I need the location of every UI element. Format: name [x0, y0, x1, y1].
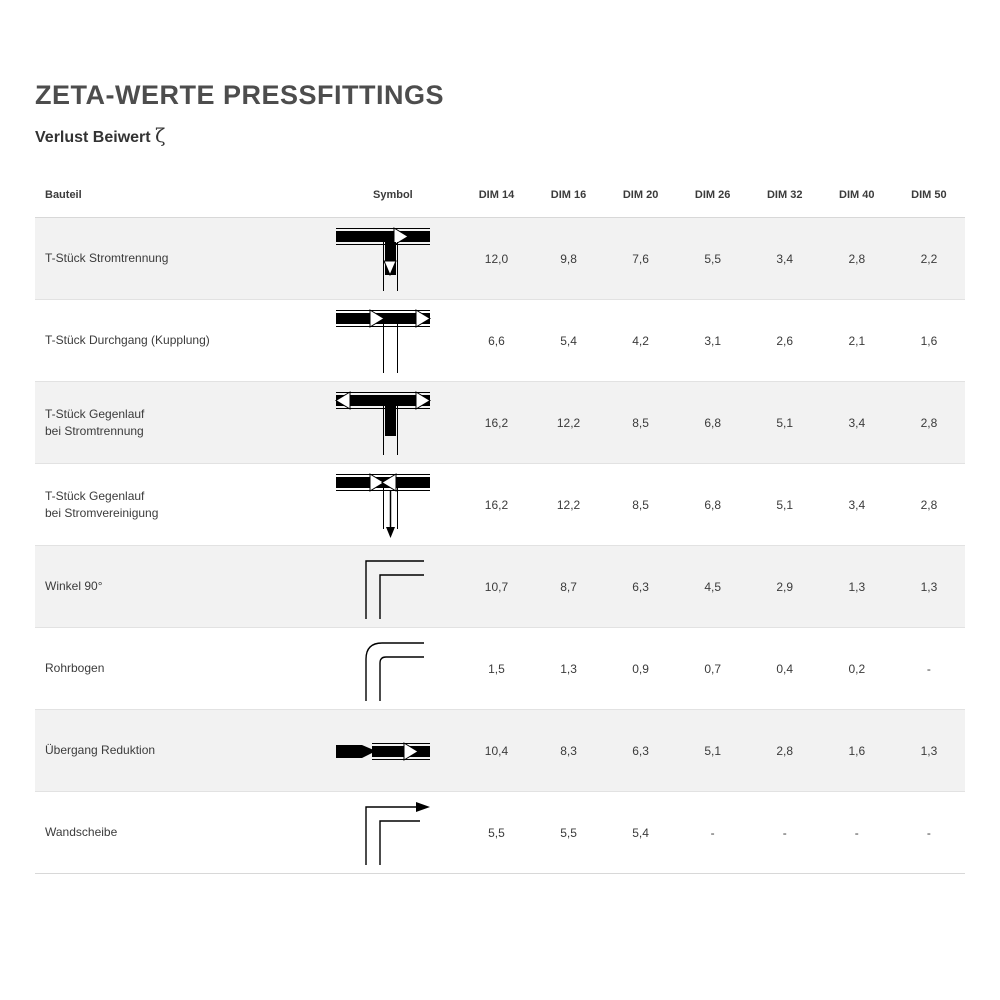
- table-header-row: [35, 175, 965, 218]
- row-value: 0,9: [605, 628, 677, 710]
- row-value: 2,8: [821, 218, 893, 300]
- wall-plate-icon: [325, 797, 460, 869]
- row-value: 2,8: [749, 710, 821, 792]
- row-value: 7,6: [605, 218, 677, 300]
- row-part-label: Wandscheibe: [35, 792, 325, 874]
- column-header-symbol: Symbol: [325, 175, 460, 218]
- row-part-label: Rohrbogen: [35, 628, 325, 710]
- column-header-dim50: DIM 50: [893, 175, 965, 218]
- row-value: 8,5: [605, 382, 677, 464]
- row-value: 0,2: [821, 628, 893, 710]
- zeta-values-table: [35, 175, 965, 874]
- row-value: 8,5: [605, 464, 677, 546]
- row-value: 2,6: [749, 300, 821, 382]
- row-value: 4,5: [677, 546, 749, 628]
- table-row: [35, 382, 965, 464]
- row-value: -: [893, 628, 965, 710]
- row-part-label: Übergang Reduktion: [35, 710, 325, 792]
- elbow-90-icon: [325, 551, 460, 623]
- row-value: 2,1: [821, 300, 893, 382]
- table-row: [35, 464, 965, 546]
- row-value: 6,3: [605, 710, 677, 792]
- row-symbol-cell: [325, 464, 460, 546]
- row-value: 2,2: [893, 218, 965, 300]
- table-row: [35, 628, 965, 710]
- row-value: 1,3: [821, 546, 893, 628]
- row-part-line-1: T-Stück Gegenlauf: [45, 407, 145, 422]
- row-value: 6,8: [677, 382, 749, 464]
- row-value: 10,4: [460, 710, 532, 792]
- table-row: [35, 710, 965, 792]
- row-value: 5,4: [533, 300, 605, 382]
- reducer-icon: [325, 715, 460, 787]
- row-symbol-cell: [325, 218, 460, 300]
- row-value: 4,2: [605, 300, 677, 382]
- table-row: [35, 792, 965, 874]
- row-value: 3,4: [821, 382, 893, 464]
- row-value: 1,3: [893, 546, 965, 628]
- row-value: 5,5: [460, 792, 532, 874]
- pipe-bend-icon: [325, 633, 460, 705]
- column-header-dim16: DIM 16: [533, 175, 605, 218]
- page-subtitle: [35, 125, 965, 147]
- row-value: 3,4: [749, 218, 821, 300]
- column-header-dim14: DIM 14: [460, 175, 532, 218]
- row-value: 5,5: [533, 792, 605, 874]
- row-symbol-cell: [325, 382, 460, 464]
- row-value: 8,7: [533, 546, 605, 628]
- row-value: 0,7: [677, 628, 749, 710]
- row-part-label: T-Stück Stromtrennung: [35, 218, 325, 300]
- column-header-dim26: DIM 26: [677, 175, 749, 218]
- row-part-label: [35, 464, 325, 546]
- row-part-label: [35, 382, 325, 464]
- tee-counterflow-split-icon: [325, 387, 460, 459]
- tee-straight-through-icon: [325, 305, 460, 377]
- row-value: 1,6: [893, 300, 965, 382]
- tee-flow-split-icon: [325, 223, 460, 295]
- table-row: [35, 546, 965, 628]
- row-value: 1,5: [460, 628, 532, 710]
- column-header-dim20: DIM 20: [605, 175, 677, 218]
- table-body: [35, 218, 965, 874]
- row-value: 16,2: [460, 464, 532, 546]
- row-value: 1,3: [893, 710, 965, 792]
- row-value: 3,1: [677, 300, 749, 382]
- row-value: 5,4: [605, 792, 677, 874]
- row-value: 5,1: [749, 382, 821, 464]
- row-value: 12,0: [460, 218, 532, 300]
- row-value: -: [677, 792, 749, 874]
- row-value: 8,3: [533, 710, 605, 792]
- column-header-dim40: DIM 40: [821, 175, 893, 218]
- row-value: 5,1: [749, 464, 821, 546]
- page-title: ZETA-WERTE PRESSFITTINGS: [35, 80, 444, 110]
- table-row: [35, 300, 965, 382]
- row-value: -: [821, 792, 893, 874]
- row-value: 2,8: [893, 382, 965, 464]
- row-symbol-cell: [325, 546, 460, 628]
- row-symbol-cell: [325, 792, 460, 874]
- row-value: 2,8: [893, 464, 965, 546]
- row-value: 6,6: [460, 300, 532, 382]
- row-value: 3,4: [821, 464, 893, 546]
- row-symbol-cell: [325, 628, 460, 710]
- row-value: 12,2: [533, 382, 605, 464]
- row-value: 10,7: [460, 546, 532, 628]
- row-value: -: [749, 792, 821, 874]
- table-header: [35, 175, 965, 218]
- row-value: 2,9: [749, 546, 821, 628]
- row-value: 0,4: [749, 628, 821, 710]
- row-value: 9,8: [533, 218, 605, 300]
- row-part-line-2: bei Stromvereinigung: [45, 505, 159, 520]
- row-value: 5,1: [677, 710, 749, 792]
- tee-counterflow-merge-icon: [325, 469, 460, 541]
- row-value: -: [893, 792, 965, 874]
- column-header-dim32: DIM 32: [749, 175, 821, 218]
- row-value: 12,2: [533, 464, 605, 546]
- row-value: 16,2: [460, 382, 532, 464]
- zeta-symbol: ζ: [155, 125, 166, 147]
- row-part-line-2: bei Stromtrennung: [45, 423, 144, 438]
- table-row: [35, 218, 965, 300]
- row-part-label: T-Stück Durchgang (Kupplung): [35, 300, 325, 382]
- row-symbol-cell: [325, 300, 460, 382]
- row-value: 1,6: [821, 710, 893, 792]
- row-part-line-1: T-Stück Gegenlauf: [45, 489, 145, 504]
- column-header-bauteil: Bauteil: [35, 175, 325, 218]
- row-value: 6,8: [677, 464, 749, 546]
- row-value: 5,5: [677, 218, 749, 300]
- row-value: 1,3: [533, 628, 605, 710]
- row-value: 6,3: [605, 546, 677, 628]
- row-symbol-cell: [325, 710, 460, 792]
- subtitle-text: Verlust Beiwert: [35, 129, 151, 146]
- row-part-label: Winkel 90°: [35, 546, 325, 628]
